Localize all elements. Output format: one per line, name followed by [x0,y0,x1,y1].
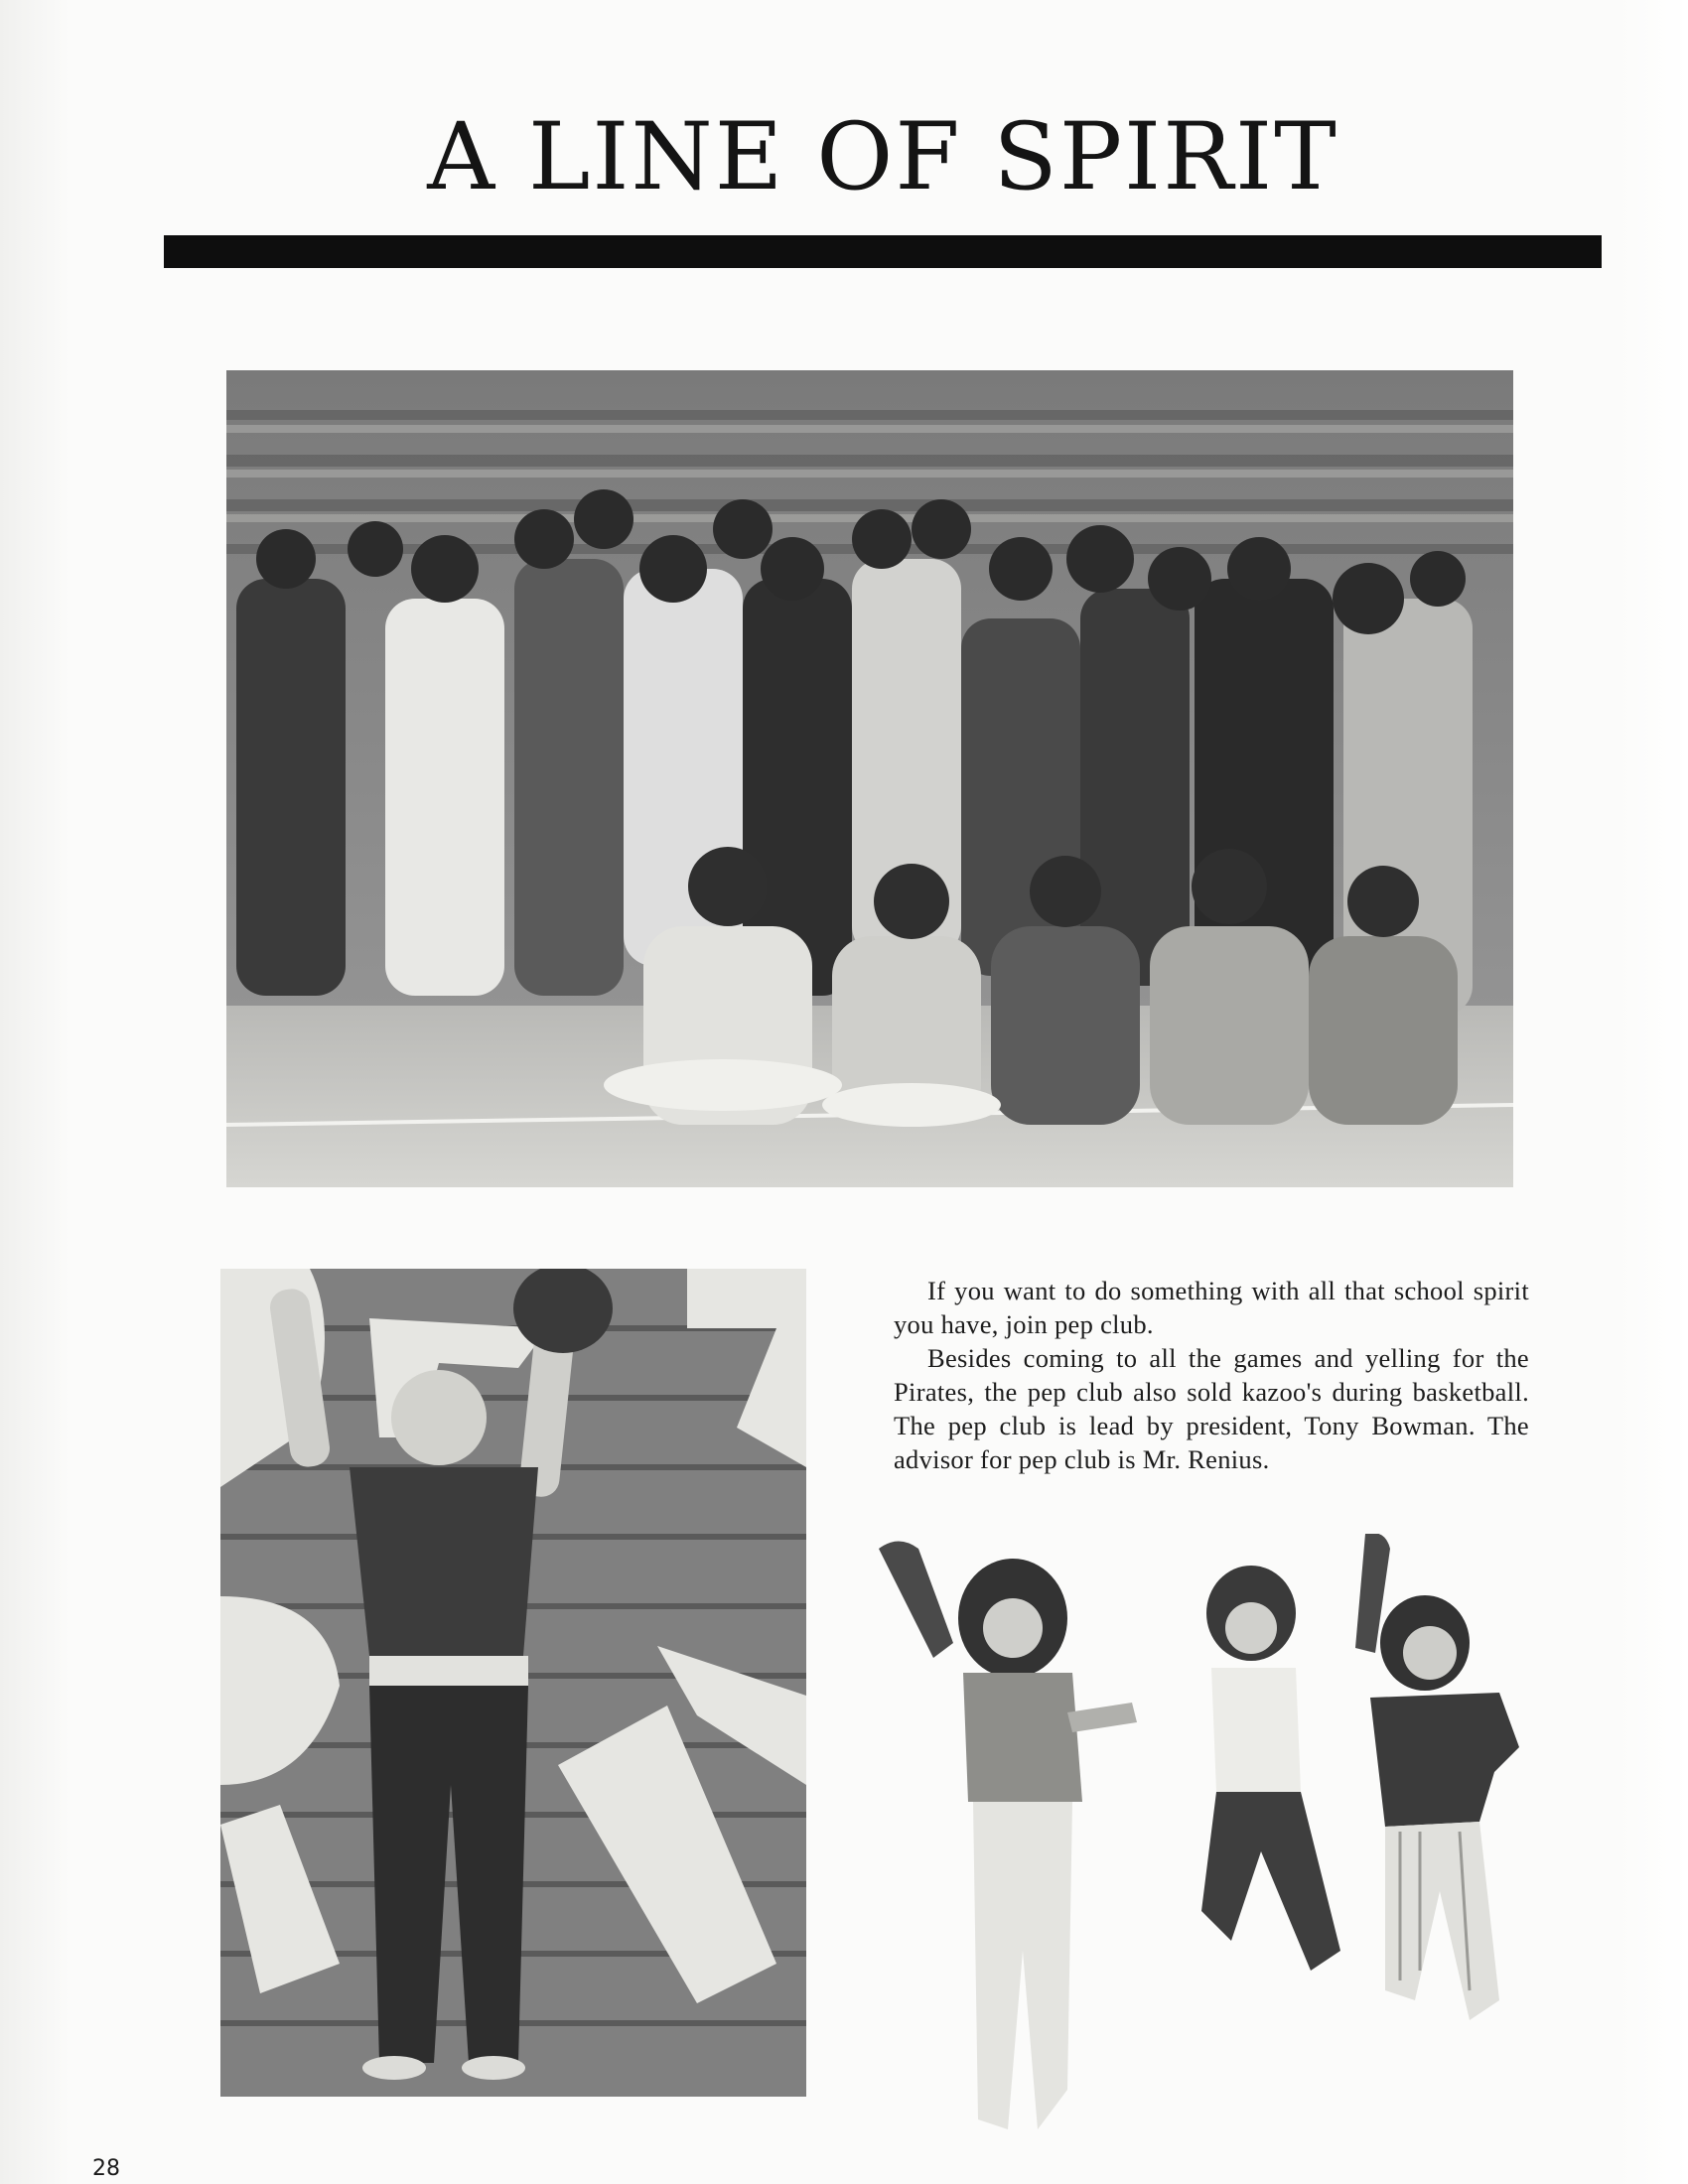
cheering-student-photo [220,1269,806,2097]
title-rule [164,235,1602,268]
page-number: 28 [92,2156,120,2181]
page-edge [1618,0,1688,2184]
pep-club-group-photo [226,370,1513,1187]
article-paragraph-2: Besides coming to all the games and yelling for the Pirates, the pep club also sold kazoo's during basketball. The pep club is lead by president, Tony Bowman. The advisor for pep club is Mr. Renius. [894,1343,1529,1474]
article-paragraph-1: If you want to do something with all that school spirit you have, join pep club. [894,1276,1529,1339]
jumping-students-cutouts [874,1534,1609,2179]
page-gutter-shadow [0,0,70,2184]
article-body [894,1274,1529,1476]
page-title: A LINE OF SPIRIT [427,103,1338,211]
